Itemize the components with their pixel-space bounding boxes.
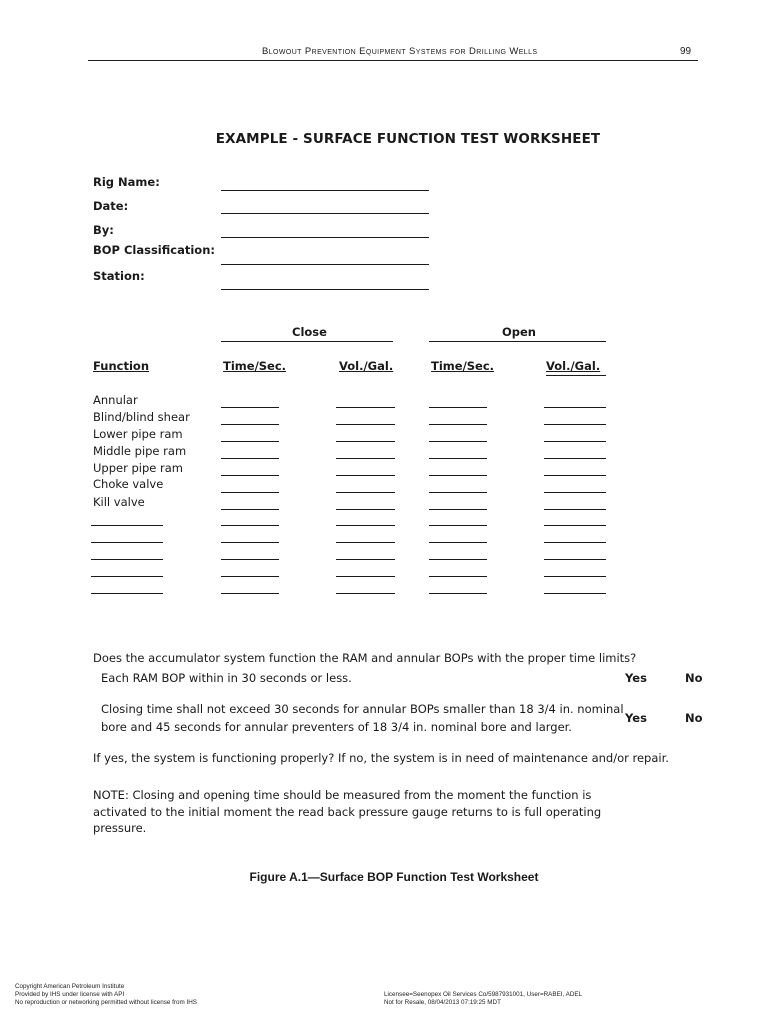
date-field[interactable] [221,213,429,214]
open-volume-entry-line[interactable] [544,475,606,476]
by-label: By: [93,223,114,237]
open-volume-entry-line[interactable] [544,424,606,425]
column-header-open-volume-rule [546,375,606,376]
close-volume-entry-line[interactable] [336,509,395,510]
open-volume-entry-line[interactable] [544,593,606,594]
footer-licensee: Licensee=Seenopex Oil Services Co/5987931001, User=RABEI, ADEL [384,991,583,998]
followup-statement: If yes, the system is functioning properly? If no, the system is in need of maintenance and/or repair. [93,751,669,765]
note-line-2: activated to the initial moment the read back pressure gauge returns to is full operating [93,805,602,819]
accumulator-question: Does the accumulator system function the RAM and annular BOPs with the proper time limits? [93,651,637,665]
close-time-entry-line[interactable] [221,407,279,408]
close-volume-entry-line[interactable] [336,492,395,493]
close-volume-entry-line[interactable] [336,559,395,560]
blank-function-entry-line[interactable] [91,559,163,560]
ram-bop-yes-option[interactable]: Yes [625,671,647,685]
close-volume-entry-line[interactable] [336,407,395,408]
by-field[interactable] [221,237,429,238]
column-header-function: Function [93,359,150,373]
close-volume-entry-line[interactable] [336,424,395,425]
close-time-entry-line[interactable] [221,525,279,526]
open-volume-entry-line[interactable] [544,576,606,577]
close-volume-entry-line[interactable] [336,576,395,577]
open-time-entry-line[interactable] [429,509,487,510]
close-group-rule [221,341,393,342]
annular-criterion-line1: Closing time shall not exceed 30 seconds for annular BOPs smaller than 18 3/4 in. nominal [101,702,624,716]
close-time-entry-line[interactable] [221,458,279,459]
header-rule [88,60,698,61]
running-title: Blowout Prevention Equipment Systems for Drilling Wells [262,46,538,57]
function-label-choke-valve: Choke valve [93,477,164,491]
close-volume-entry-line[interactable] [336,458,395,459]
open-time-entry-line[interactable] [429,542,487,543]
function-label-upper-pipe-ram: Upper pipe ram [93,461,183,475]
open-time-entry-line[interactable] [429,525,487,526]
ram-bop-criterion: Each RAM BOP within in 30 seconds or less. [101,671,352,685]
close-time-entry-line[interactable] [221,509,279,510]
ram-bop-no-option[interactable]: No [685,671,703,685]
annular-no-option[interactable]: No [685,711,703,725]
footer-reproduction: No reproduction or networking permitted without license from IHS [15,999,197,1006]
open-time-entry-line[interactable] [429,559,487,560]
annular-criterion-line2: bore and 45 seconds for annular preventers of 18 3/4 in. nominal bore and larger. [101,720,572,734]
close-volume-entry-line[interactable] [336,525,395,526]
blank-function-entry-line[interactable] [91,525,163,526]
column-header-open-volume: Vol./Gal. [546,359,601,373]
column-header-close-time: Time/Sec. [223,359,287,373]
open-volume-entry-line[interactable] [544,458,606,459]
close-time-entry-line[interactable] [221,492,279,493]
bop-classification-field[interactable] [221,264,429,265]
close-time-entry-line[interactable] [221,593,279,594]
close-time-entry-line[interactable] [221,542,279,543]
annular-yes-option[interactable]: Yes [625,711,647,725]
open-time-entry-line[interactable] [429,458,487,459]
blank-function-entry-line[interactable] [91,542,163,543]
column-header-close-volume: Vol./Gal. [339,359,394,373]
open-volume-entry-line[interactable] [544,509,606,510]
close-volume-entry-line[interactable] [336,593,395,594]
open-time-entry-line[interactable] [429,475,487,476]
blank-function-entry-line[interactable] [91,593,163,594]
open-time-entry-line[interactable] [429,593,487,594]
footer-left [15,983,197,1007]
function-label-lower-pipe-ram: Lower pipe ram [93,427,183,441]
open-volume-entry-line[interactable] [544,559,606,560]
column-header-open-time: Time/Sec. [431,359,495,373]
page-number: 99 [680,46,692,57]
station-field[interactable] [221,289,429,290]
close-time-entry-line[interactable] [221,475,279,476]
footer-license: Provided by IHS under license with API [15,991,125,998]
note-line-3: pressure. [93,821,147,835]
rig-name-label: Rig Name: [93,175,160,189]
close-time-entry-line[interactable] [221,424,279,425]
open-time-entry-line[interactable] [429,424,487,425]
station-label: Station: [93,269,145,283]
open-time-entry-line[interactable] [429,407,487,408]
close-time-entry-line[interactable] [221,576,279,577]
open-volume-entry-line[interactable] [544,525,606,526]
function-label-middle-pipe-ram: Middle pipe ram [93,444,187,458]
close-group-header: Close [292,325,327,339]
date-label: Date: [93,199,129,213]
close-volume-entry-line[interactable] [336,542,395,543]
function-label-annular: Annular [93,393,138,407]
note-line-1: NOTE: Closing and opening time should be measured from the moment the function is [93,788,592,802]
open-volume-entry-line[interactable] [544,441,606,442]
function-label-kill-valve: Kill valve [93,495,145,509]
footer-not-for-resale: Not for Resale, 08/04/2013 07:19:25 MDT [384,999,501,1006]
bop-classification-label: BOP Classification: [93,243,215,257]
function-label-blind-shear: Blind/blind shear [93,410,190,424]
open-group-header: Open [502,325,536,339]
open-volume-entry-line[interactable] [544,542,606,543]
footer-copyright: Copyright American Petroleum Institute [15,983,125,990]
close-volume-entry-line[interactable] [336,441,395,442]
worksheet-title: EXAMPLE - SURFACE FUNCTION TEST WORKSHEET [215,131,601,147]
close-time-entry-line[interactable] [221,559,279,560]
figure-caption: Figure A.1—Surface BOP Function Test Worksheet [249,870,539,884]
open-volume-entry-line[interactable] [544,492,606,493]
rig-name-field[interactable] [221,190,429,191]
open-group-rule [429,341,606,342]
footer-right [384,991,582,1007]
open-time-entry-line[interactable] [429,492,487,493]
open-time-entry-line[interactable] [429,576,487,577]
open-volume-entry-line[interactable] [544,407,606,408]
close-volume-entry-line[interactable] [336,475,395,476]
open-time-entry-line[interactable] [429,441,487,442]
close-time-entry-line[interactable] [221,441,279,442]
blank-function-entry-line[interactable] [91,576,163,577]
